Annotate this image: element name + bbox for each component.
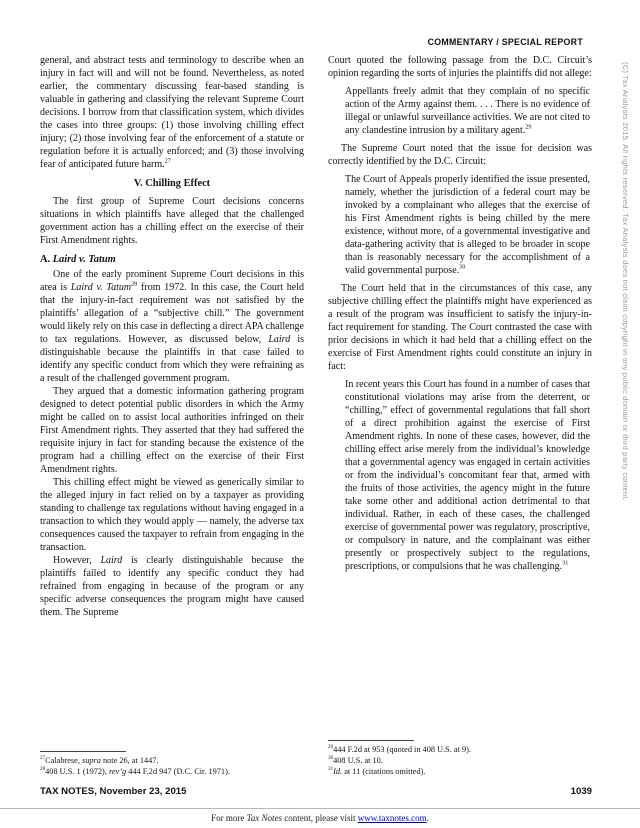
- paragraph: general, and abstract tests and terminology to describe when an injury in fact will and will not be found. Nevertheless, as noted earlier, the commentary discussing fear-based standing is valuable in gathering and classifying the relevant Supreme Court decisions. I borrow from that classification system, which divides the cases into three groups: (1) those involving chilling effect injury; (2) those involving fear of the enforcement of a statute or regulation before it is actually enforced; and (3) those involving fear of anticipated future harm.$^{27}$: [40, 55, 304, 170]
- footnotes-right: [328, 734, 592, 778]
- paragraph: The first group of Supreme Court decisions concerns situations in which plaintiffs have alleged that the challenged government action has a chilling effect on the exercise of their First Amendment rights.: [40, 196, 304, 246]
- paragraph: One of the early prominent Supreme Court decisions in this area is Laird v. Tatum$^{28}$ from 1972. In this case, the Court held that the injury-in-fact requirement was not satisfied by the plaintiffs’ allegation of a “subjective chill.” The government would likely rely on this case in deflecting a direct APA challenge to tax regulations. However, as discussed below, Laird is distinguishable because the plaintiffs in that case failed to identify any specific conduct from which they were refraining as a result of the challenged government program.: [40, 269, 304, 384]
- block-quote: The Court of Appeals properly identified the issue presented, namely, whether the jurisdiction of a federal court may be invoked by a complainant who alleges that the exercise of his First Amendment rights is being chilled by the mere existence, without more, of a governmental investigative and data-gathering activity that is alleged to be broader in scope than is reasonably necessary for the accomplishment of a valid governmental purpose.$^{30}$: [345, 174, 590, 276]
- text-columns: [40, 54, 592, 778]
- running-head: COMMENTARY / SPECIAL REPORT: [427, 37, 583, 47]
- bottom-notice: [0, 808, 640, 823]
- page-footer: [40, 786, 592, 797]
- footnote: $^{31}$Id. at 11 (citations omitted).: [328, 766, 426, 777]
- footnotes-left: [40, 745, 304, 778]
- paragraph: Court quoted the following passage from the D.C. Circuit’s opinion regarding the sorts of injuries the plaintiffs did not allege:: [328, 55, 592, 79]
- paragraph: The Supreme Court noted that the issue for decision was correctly identified by the D.C. Circuit:: [328, 143, 592, 167]
- copyright-vertical-text: (C) Tax Analysts 2015. All rights reserved. Tax Analysts does not claim copyright in any public domain or third party content.: [621, 62, 630, 501]
- bottom-notice-period: .: [426, 813, 429, 823]
- footnote-rule: [40, 751, 126, 752]
- footnote-rule: [328, 740, 414, 741]
- paragraph: However, Laird is clearly distinguishable because the plaintiffs failed to identify any specific conduct they had refrained from engaging in because of the program or any specific adverse consequences the program might have caused them. The Supreme: [40, 555, 304, 618]
- footnote: $^{28}$408 U.S. 1 (1972), rev’g 444 F.2d 947 (D.C. Cir. 1971).: [40, 766, 230, 777]
- right-column: [328, 54, 592, 778]
- taxnotes-link[interactable]: www.taxnotes.com: [357, 813, 427, 823]
- paragraph: They argued that a domestic information gathering program designed to detect potential public disorders in which the Army might be called on to assist local authorities infringed on their First Amendment rights. They asserted that they had suffered the requisite injury in fact for standing because the existence of the program had a chilling effect on the exercise of their First Amendment rights.: [40, 386, 304, 475]
- paragraph: This chilling effect might be viewed as generically similar to the alleged injury in fact relied on by a taxpayer as providing standing to challenge tax regulations without having engaged in a transaction to which they would apply — namely, the adverse tax consequences caused the taxpayer to refrain from engaging in the transaction.: [40, 477, 304, 553]
- section-heading-chilling-effect: V. Chilling Effect: [133, 178, 211, 189]
- footnote: $^{29}$444 F.2d at 953 (quoted in 408 U.S. at 9).: [328, 744, 471, 755]
- page-number: 1039: [570, 786, 592, 797]
- block-quote: In recent years this Court has found in a number of cases that constitutional violations may arise from the deterrent, or “chilling,” effect of governmental regulations that fall short of a direct prohibition against the exercise of First Amendment rights. In none of these cases, however, did the chilling effect arise merely from the individual’s knowledge that a governmental agency was engaged in certain activities or from the individual’s concomitant fear that, armed with the fruits of those activities, the agency might in the future take some other and additional action detrimental to that individual. Rather, in each of these cases, the challenged exercise of governmental power was regulatory, proscriptive, or compulsory in nature, and the complainant was either presently or prospectively subject to the regulations, prescriptions, or compulsions that he was challenging.$^{31}$: [345, 379, 590, 572]
- paragraph: The Court held that in the circumstances of this case, any subjective chilling effect the plaintiffs might have experienced as a result of the program was insufficient to satisfy the injury-in-fact requirement for standing. The Court contrasted the case with prior decisions in which it had held that a chilling effect on the exercise of First Amendment rights could constitute an injury in fact:: [328, 283, 592, 372]
- footnote: $^{27}$Calabrese, supra note 26, at 1447.: [40, 755, 159, 766]
- subsection-heading-laird-v-tatum: A. Laird v. Tatum: [40, 254, 116, 265]
- footnote: $^{30}$408 U.S. at 10.: [328, 755, 383, 766]
- bottom-notice-text: For more Tax Notes content, please visit: [211, 813, 358, 823]
- journal-footer: TAX NOTES, November 23, 2015: [40, 786, 187, 797]
- block-quote: Appellants freely admit that they complain of no specific action of the Army against them. . . . There is no evidence of illegal or unlawful surveillance activities. We are not cited to any clandestine intrusion by a military agent.$^{29}$: [345, 86, 590, 136]
- left-column: [40, 54, 304, 778]
